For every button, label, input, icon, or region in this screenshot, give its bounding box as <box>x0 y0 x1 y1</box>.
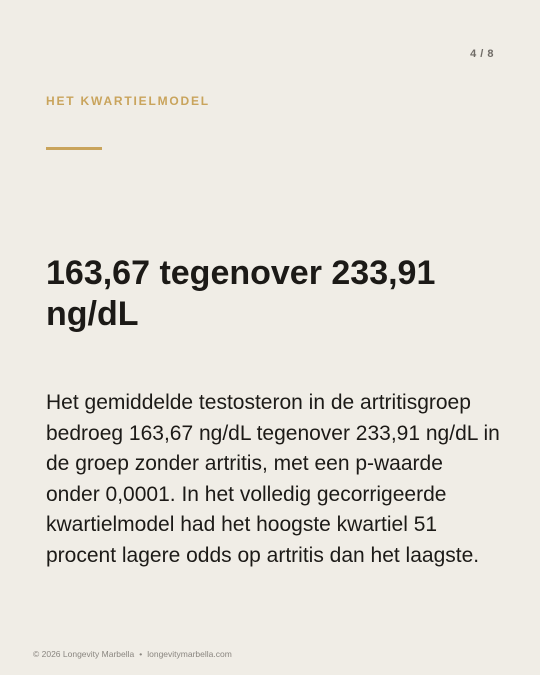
section-kicker: HET KWARTIELMODEL <box>46 94 210 108</box>
footer <box>33 649 232 659</box>
page-counter: 4 / 8 <box>470 48 494 60</box>
footer-copyright: © 2026 Longevity Marbella <box>33 649 135 659</box>
headline: 163,67 tegenover 233,91 ng/dL <box>46 254 436 333</box>
accent-divider <box>46 147 102 150</box>
body-paragraph: Het gemiddelde testosteron in de artritisgroep bedroeg 163,67 ng/dL tegenover 233,91 ng/dL in de groep zonder artritis, met een p-waarde onder 0,0001. In het volledig gecorrigeerde kwartielmodel had het hoogste kwartiel 51 procent lagere odds op artritis dan het laagste. <box>46 391 500 567</box>
footer-website-link[interactable]: longevitymarbella.com <box>147 649 232 659</box>
footer-separator: • <box>139 649 143 659</box>
